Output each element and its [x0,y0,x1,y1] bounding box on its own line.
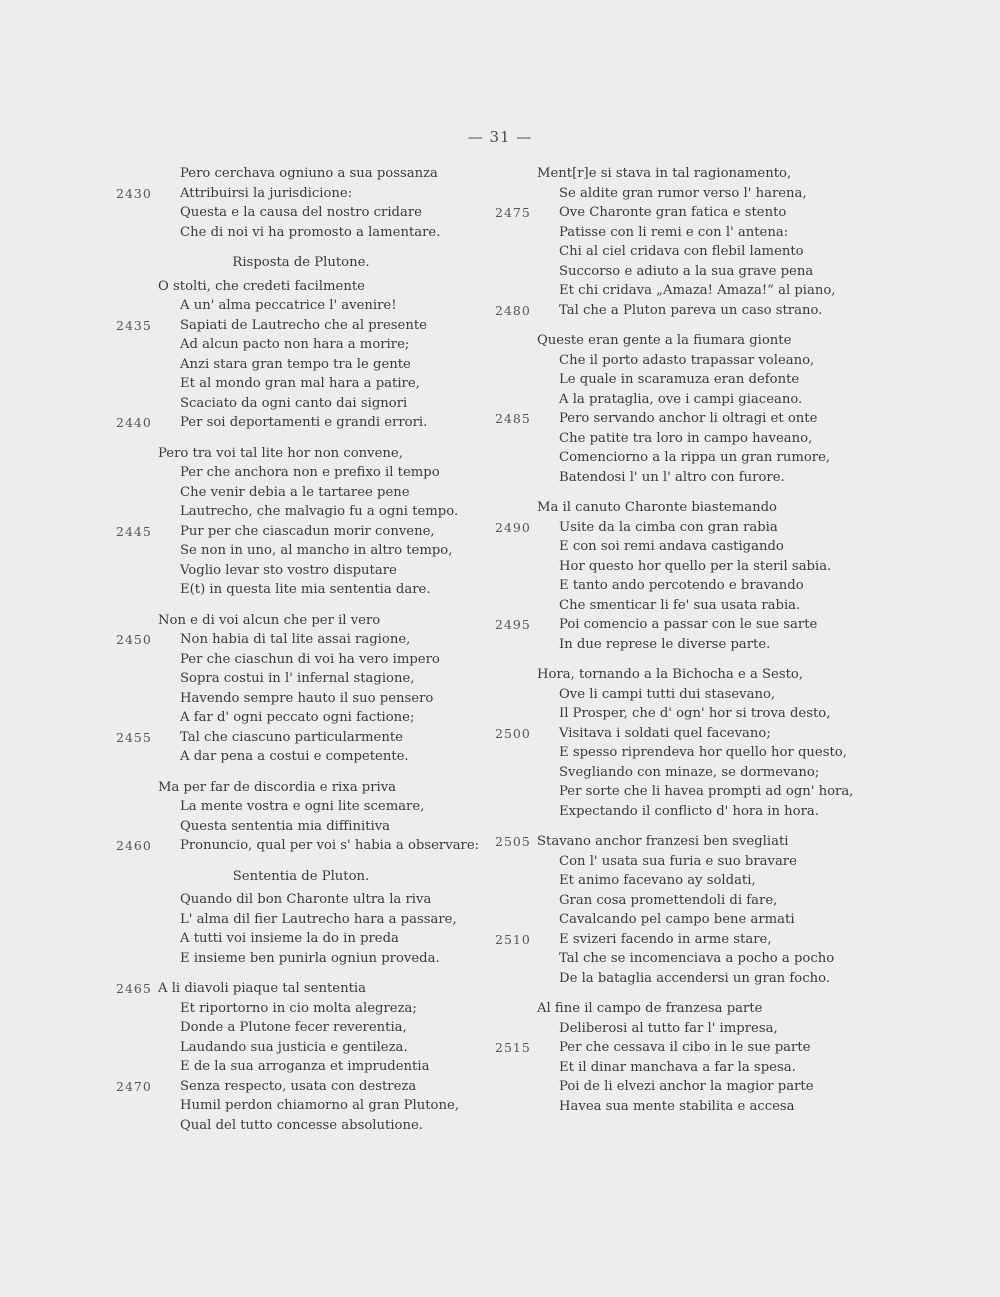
verse-text: Havendo sempre hauto il suo pensero [180,690,434,706]
verse-line [116,1018,500,1038]
verse-line [116,1096,500,1116]
verse-text: A un' alma peccatrice l' avenire! [180,298,397,313]
verse-text: De la bataglia accendersi un gran focho. [559,970,830,986]
verse-line [116,728,500,748]
verse-line [116,223,500,243]
verse-line [495,1077,875,1097]
line-number: 2510 [495,931,531,947]
section-heading: Sententia de Pluton. [232,868,370,884]
verse-line [116,778,500,798]
verse-text: Laudando sua justicia e gentileza. [180,1039,408,1055]
verse-line [495,301,875,321]
verse-text: Succorso e adiuto a la sua grave pena [559,263,814,279]
line-number: 2460 [116,838,152,853]
verse-line [116,669,500,689]
verse-text: L' alma dil fier Lautrecho hara a passare, [180,911,457,927]
verse-line [495,164,875,184]
verse-text: Hor questo hor quello per la steril sabia. [559,558,832,574]
verse-line [116,580,500,600]
verse-text: Quando dil bon Charonte ultra la riva [180,892,432,907]
verse-text: In due represe le diverse parte. [559,636,771,652]
verse-line [116,979,500,999]
verse-line [116,949,500,969]
stanza-gap [116,767,500,778]
verse-text: Patisse con li remi e con l' antena: [559,224,789,240]
verse-text: A la prataglia, ove i campi giaceano. [559,391,803,407]
verse-line [495,743,875,763]
verse-line [495,665,875,685]
verse-text: Voglio levar sto vostro disputare [180,562,397,578]
verse-text: Batendosi l' un l' altro con furore. [559,469,785,485]
verse-line [116,929,500,949]
stanza-gap [116,968,500,979]
line-number: 2515 [495,1040,531,1055]
line-number: 2435 [116,317,152,333]
verse-line [495,331,875,351]
verse-line [495,184,875,204]
verse-text: Questa e la causa del nostro cridare [180,205,422,220]
verse-line [116,502,500,522]
verse-line [495,910,875,930]
verse-text: A li diavoli piaque tal sententia [158,981,366,996]
verse-text: Tal che se incomenciava a pocho a pocho [559,951,835,966]
verse-line [116,164,500,184]
verse-text: E svizeri facendo in arme stare, [559,931,772,947]
verse-text: Et animo facevano ay soldati, [559,873,756,888]
verse-text: Donde a Plutone fecer reverentia, [180,1020,407,1035]
stanza-gap [495,988,875,999]
verse-text: Con l' usata sua furia e suo bravare [559,853,797,869]
verse-text: Havea sua mente stabilita e accesa [559,1098,795,1114]
verse-line [116,910,500,930]
verse-text: Qual del tutto concesse absolutione. [180,1117,423,1133]
verse-text: Chi al ciel cridava con flebil lamento [559,244,804,259]
verse-text: Lautrecho, che malvagio fu a ogni tempo. [180,504,459,519]
verse-line [495,262,875,282]
section-heading: Risposta de Plutone. [232,255,370,270]
verse-line [495,518,875,538]
verse-text: Visitava i soldati quel facevano; [559,725,771,741]
verse-line [116,483,500,503]
verse-text: Che il porto adasto trapassar voleano, [559,352,815,368]
line-number: 2440 [116,415,152,430]
verse-line [116,747,500,767]
verse-line [116,541,500,561]
line-number: 2470 [116,1078,152,1094]
verse-text: Anzi stara gran tempo tra le gente [180,356,411,372]
verse-line [116,203,500,223]
stanza-gap [495,320,875,331]
verse-text: Cavalcando pel campo bene armati [559,912,795,927]
verse-line [495,557,875,577]
verse-line [495,704,875,724]
verse-text: Attribuirsi la jurisdicione: [180,185,353,201]
verse-text: Sapiati de Lautrecho che al presente [180,317,427,333]
verse-line [495,537,875,557]
verse-text: Pero servando anchor li oltragi et onte [559,411,818,426]
verse-line [495,930,875,950]
verse-text: Ad alcun pacto non hara a morire; [180,337,410,352]
verse-line [116,1057,500,1077]
verse-line [495,351,875,371]
verse-text: E de la sua arroganza et imprudentia [180,1059,430,1074]
verse-text: Non habia di tal lite assai ragione, [180,632,411,647]
verse-text: Per che anchora non e prefixo il tempo [180,465,440,480]
verse-line [495,468,875,488]
verse-line [116,463,500,483]
verse-text: Svegliando con minaze, se dormevano; [559,764,820,780]
verse-line [495,832,875,852]
verse-text: Per soi deportamenti e grandi errori. [180,415,428,430]
verse-line [116,650,500,670]
verse-text: Tal che a Pluton pareva un caso strano. [559,302,823,318]
verse-line [495,498,875,518]
verse-text: Pero cerchava ogniuno a sua possanza [180,166,438,181]
verse-text: Usite da la cimba con gran rabia [559,519,778,535]
verse-text: Gran cosa promettendoli di fare, [559,892,778,908]
verse-line [495,242,875,262]
verse-text: Expectando il conflicto d' hora in hora. [559,803,819,819]
verse-text: Ove Charonte gran fatica e stento [559,205,787,220]
verse-text: Queste eran gente a la fiumara gionte [537,333,792,348]
verse-text: Poi de li elvezi anchor la magior parte [559,1079,814,1094]
verse-line [495,852,875,872]
verse-text: E spesso riprendeva hor quello hor questo, [559,745,847,760]
verse-text: Pero tra voi tal lite hor non convene, [158,445,403,461]
verse-text: Poi comencio a passar con le sue sarte [559,617,818,632]
stanza-gap [116,433,500,444]
right-column [495,164,875,1116]
verse-line [116,522,500,542]
verse-text: O stolti, che credeti facilmente [158,278,365,294]
verse-text: Che smenticar li fe' sua usata rabia. [559,597,801,613]
verse-text: Non e di voi alcun che per il vero [158,612,381,628]
verse-line [495,763,875,783]
verse-line [116,630,500,650]
stanza-gap [495,487,875,498]
verse-line [116,374,500,394]
line-number: 2485 [495,411,531,426]
verse-text: Et il dinar manchava a far la spesa. [559,1059,796,1075]
verse-text: E con soi remi andava castigando [559,539,784,554]
stanza-gap [495,821,875,832]
verse-line [116,296,500,316]
stanza-gap [116,600,500,611]
line-number: 2450 [116,632,152,647]
line-number: 2455 [116,729,152,745]
verse-line [495,802,875,822]
verse-line [116,1077,500,1097]
verse-line [495,724,875,744]
verse-line [116,355,500,375]
verse-text: Le quale in scaramuza eran defonte [559,372,800,387]
verse-text: A tutti voi insieme la do in preda [180,931,399,946]
verse-line [495,999,875,1019]
verse-text: E insieme ben punirla ogniun proveda. [180,950,440,966]
verse-text: Per sorte che li havea prompti ad ogn' hora, [559,784,854,799]
verse-line [116,561,500,581]
line-number: 2505 [495,834,531,849]
verse-line [495,615,875,635]
verse-text: Ove li campi tutti dui stasevano, [559,686,776,702]
verse-line [495,409,875,429]
verse-text: E(t) in questa lite mia sententia dare. [180,582,431,597]
verse-text: Che venir debia a le tartaree pene [180,484,410,500]
verse-text: Stavano anchor franzesi ben svegliati [537,834,789,849]
verse-line [495,576,875,596]
verse-line [116,394,500,414]
verse-line [116,890,500,910]
line-number: 2430 [116,185,152,201]
left-column [116,164,500,1135]
verse-text: Comenciorno a la rippa un gran rumore, [559,450,831,465]
verse-line [495,949,875,969]
line-number: 2500 [495,725,531,741]
verse-text: Et al mondo gran mal hara a patire, [180,376,420,391]
verse-line [495,596,875,616]
verse-line [495,1038,875,1058]
verse-text: Ment[r]e si stava in tal ragionamento, [537,166,792,181]
line-number: 2445 [116,523,152,539]
verse-text: Ma il canuto Charonte biastemando [537,500,777,515]
verse-line [116,1038,500,1058]
verse-line [495,782,875,802]
verse-line [495,1097,875,1117]
verse-line [116,184,500,204]
line-number: 2495 [495,617,531,632]
verse-line [495,281,875,301]
verse-text: Humil perdon chiamorno al gran Plutone, [180,1098,459,1113]
line-number: 2480 [495,302,531,318]
verse-line [495,370,875,390]
verse-text: Per che ciaschun di voi ha vero impero [180,651,440,667]
verse-line [495,635,875,655]
verse-line [116,836,500,856]
verse-line [116,797,500,817]
verse-line [116,1116,500,1136]
verse-line [495,390,875,410]
verse-line [495,223,875,243]
verse-line [116,611,500,631]
verse-text: E tanto ando percotendo e bravando [559,578,804,593]
verse-text: Hora, tornando a la Bichocha e a Sesto, [537,667,804,682]
verse-text: Se non in uno, al mancho in altro tempo, [180,543,453,558]
verse-line [116,335,500,355]
verse-line [495,891,875,911]
verse-text: A dar pena a costui e competente. [180,749,409,764]
verse-text: Il Prosper, che d' ogn' hor si trova desto, [559,706,831,721]
verse-line [116,708,500,728]
verse-line [116,689,500,709]
verse-text: Che patite tra loro in campo haveano, [559,430,813,446]
verse-line [495,429,875,449]
stanza-gap [116,242,500,253]
verse-text: Al fine il campo de franzesa parte [537,1001,763,1016]
verse-text: Che di noi vi ha promosto a lamentare. [180,224,441,240]
verse-line [495,969,875,989]
stanza-gap [116,856,500,867]
verse-text: Deliberosi al tutto far l' impresa, [559,1020,778,1036]
verse-line [495,1058,875,1078]
verse-line [116,817,500,837]
page-number: — 31 — [467,128,533,146]
verse-line [495,203,875,223]
line-number: 2475 [495,205,531,220]
verse-text: Pronuncio, qual per voi s' habia a observare: [180,838,480,853]
verse-line [116,316,500,336]
line-number: 2465 [116,981,152,996]
verse-text: Et riportorno in cio molta alegreza; [180,1000,417,1016]
verse-text: Tal che ciascuno particularmente [180,729,403,745]
verse-line [116,999,500,1019]
verse-line [116,444,500,464]
verse-text: Per che cessava il cibo in le sue parte [559,1040,811,1055]
verse-text: Pur per che ciascadun morir convene, [180,523,435,539]
verse-line [116,277,500,297]
verse-text: Questa sententia mia diffinitiva [180,818,391,834]
verse-text: Ma per far de discordia e rixa priva [158,779,397,795]
verse-text: Se aldite gran rumor verso l' harena, [559,185,807,201]
verse-line [495,685,875,705]
verse-text: Et chi cridava „Amaza! Amaza!“ al piano, [559,283,836,298]
verse-text: A far d' ogni peccato ogni factione; [180,710,415,725]
verse-text: La mente vostra e ogni lite scemare, [180,799,425,814]
stanza-gap [495,654,875,665]
verse-line [495,1019,875,1039]
verse-line [495,448,875,468]
verse-text: Sopra costui in l' infernal stagione, [180,671,415,686]
line-number: 2490 [495,519,531,535]
verse-line [495,871,875,891]
verse-text: Senza respecto, usata con destreza [180,1078,417,1094]
verse-line [116,413,500,433]
verse-text: Scaciato da ogni canto dai signori [180,395,408,411]
